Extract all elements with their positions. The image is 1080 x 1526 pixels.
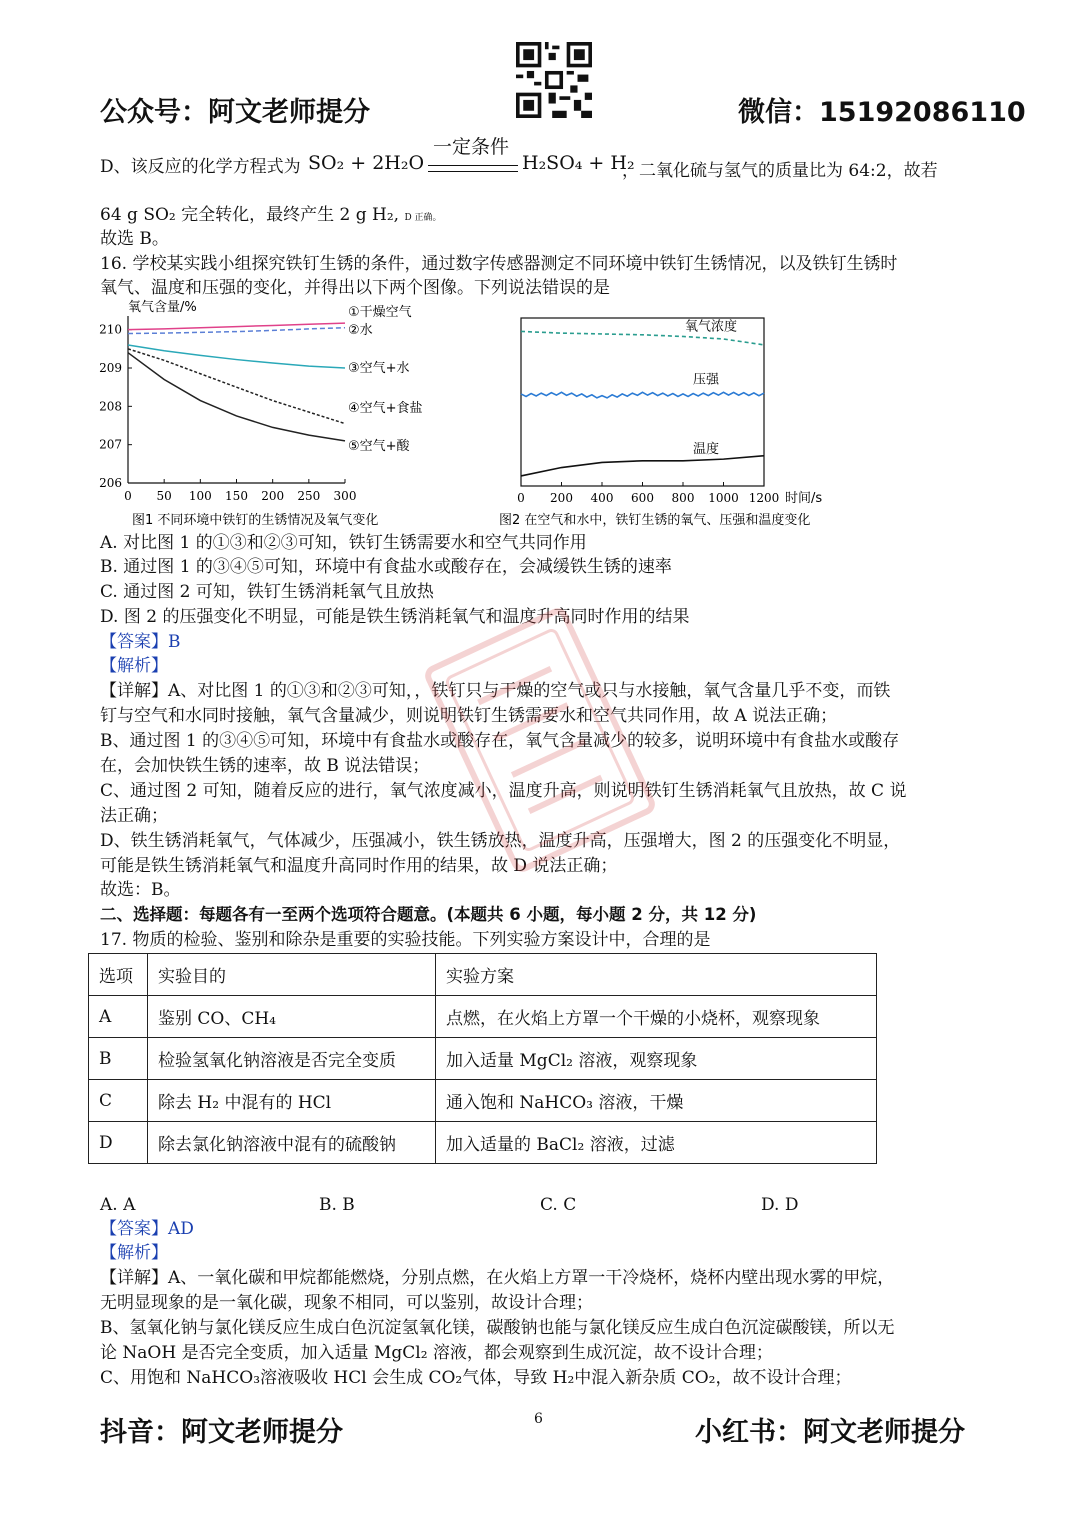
q16-detail-8: 可能是铁生锈消耗氧气和温度升高同时作用的结果，故 D 说法正确； [100,856,618,876]
table-row [89,1038,877,1080]
q16-detail-7: D、铁生锈消耗氧气，气体减少，压强减小，铁生锈放热，温度升高，压强增大，图 2 的压强变化不明显， [100,831,901,851]
fig1-ytick-label: 210 [99,322,122,337]
fig1-caption: 图1 不同环境中铁钉的生锈情况及氧气变化 [132,513,379,528]
fig1-xtick-label: 50 [156,489,172,503]
prev-line-2a: 64 g SO₂ 完全转化，最终产生 2 g H₂, [100,205,400,225]
fig2-caption: 图2 在空气和水中，铁钉生锈的氧气、压强和温度变化 [499,513,811,528]
q17-answer: 【答案】AD [100,1219,194,1239]
q16-option-b: B. 通过图 1 的③④⑤可知，环境中有食盐水或酸存在，会减缓铁生锈的速率 [100,557,672,577]
table-cell: B [89,1038,148,1080]
fig2-series-line [521,456,764,476]
q17-choice-b: B. B [319,1195,355,1215]
table-cell: D [89,1122,148,1164]
fig1-ylabel: 氧气含量/% [128,300,197,315]
q16-detail-9: 故选：B。 [100,880,181,900]
fig2-series-label: 压强 [693,372,720,388]
eq-arrow [428,165,518,172]
fig2-xtick-label: 200 [550,491,573,505]
page-number: 6 [534,1411,543,1427]
q16-detail-4: 在，会加快铁生锈的速率，故 B 说法错误； [100,756,430,776]
eq-right: H₂SO₄ + H₂ [522,152,635,174]
table-header-row [89,954,877,996]
table-cell: 检验氢氧化钠溶液是否完全变质 [148,1038,436,1080]
fig2-series-line [521,392,764,398]
fig1-xtick-label: 200 [261,489,285,503]
fig2-xtick-label: 800 [671,491,695,505]
fig2-xtick-label: 1200 [748,491,780,505]
q16-stem-1: 16. 学校某实践小组探究铁钉生锈的条件，通过数字传感器测定不同环境中铁钉生锈情况，以及铁钉生锈时 [100,254,898,274]
fig1-xtick-label: 0 [124,489,132,503]
fig1-series-label: ⑤空气+酸 [348,439,410,454]
table-row [89,1122,877,1164]
q17-stem: 17. 物质的检验、鉴别和除杂是重要的实验技能。下列实验方案设计中，合理的是 [100,930,711,950]
q16-detail-2: 钉与空气和水同时接触，氧气含量减少，则说明铁钉生锈需要水和空气共同作用，故 A 说法正确； [100,706,838,726]
table-cell: A [89,996,148,1038]
table-cell: 除去 H₂ 中混有的 HCl [148,1080,436,1122]
table-row [89,996,877,1038]
fig1-xtick-label: 250 [297,489,321,503]
q16-detail-5: C、通过图 2 可知，随着反应的进行，氧气浓度减小，温度升高，则说明铁钉生锈消耗氧气且放热，故 C 说 [100,781,907,801]
table-header: 实验目的 [148,954,436,996]
q17-detail-2: 无明显现象的是一氧化碳，现象不相同，可以鉴别，故设计合理； [100,1293,593,1313]
fig2-series-label: 温度 [693,441,720,457]
fig1-series-label: ③空气+水 [348,361,410,376]
prev-line-2 [100,204,442,229]
prev-line-3: 故选 B。 [100,229,169,249]
eq-tail: ，二氧化硫与氢气的质量比为 64:2，故若 [622,161,938,181]
q17-choice-a: A. A [100,1195,136,1215]
fig2-xtick-label: 600 [631,491,654,505]
q16-option-d: D. 图 2 的压强变化不明显，可能是铁生锈消耗氧气和温度升高同时作用的结果 [100,607,690,627]
fig1-series-label: ②水 [348,323,373,338]
table-row [89,1080,877,1122]
fig1-ytick-label: 209 [99,361,122,375]
q17-choice-d: D. D [761,1195,799,1215]
table-cell: 点燃，在火焰上方罩一个干燥的小烧杯，观察现象 [436,996,877,1038]
fig2-xlabel: 时间/s [785,491,823,506]
figure-2 [495,298,865,530]
fig1-ytick-label: 207 [99,437,122,452]
q16-detail-6: 法正确； [100,806,168,826]
footer-right: 小红书：阿文老师提分 [695,1417,965,1448]
fig1-xtick-label: 100 [188,489,212,503]
q17-detail-5: C、用饱和 NaHCO₃溶液吸收 HCl 会生成 CO₂气体，导致 H₂中混入新杂质 CO₂，故不设计合理； [100,1368,852,1388]
q17-table [88,953,877,1164]
q17-detail-4: 论 NaOH 是否完全变质，加入适量 MgCl₂ 溶液，都会观察到生成沉淀，故不设计合理； [100,1343,773,1363]
fig1-series-label: ①干燥空气 [348,305,412,320]
q16-analysis: 【解析】 [100,656,168,676]
qr-code [516,42,592,118]
figure-1 [90,298,470,530]
fig2-xtick-label: 0 [517,491,525,505]
fig1-xtick-label: 150 [225,489,248,503]
fig1-ytick-label: 206 [99,476,122,490]
eq-condition: 一定条件 [433,136,510,158]
fig1-series-line [128,345,345,368]
table-cell: 鉴别 CO、CH₄ [148,996,436,1038]
table-cell: C [89,1080,148,1122]
q16-detail-1: 【详解】A、对比图 1 的①③和②③可知，，铁钉只与干燥的空气或只与水接触，氧气含量几乎不变，而铁 [100,681,891,701]
table-cell: 加入适量 MgCl₂ 溶液，观察现象 [436,1038,877,1080]
q16-option-c: C. 通过图 2 可知，铁钉生锈消耗氧气且放热 [100,582,434,602]
q17-detail-3: B、氢氧化钠与氯化镁反应生成白色沉淀氢氧化镁，碳酸钠也能与氯化镁反应生成白色沉淀碳酸镁，所以无 [100,1318,895,1338]
q16-option-a: A. 对比图 1 的①③和②③可知，铁钉生锈需要水和空气共同作用 [100,533,587,553]
fig2-series-label: 氧气浓度 [685,319,738,335]
header-right: 微信：15192086110 [738,97,1026,128]
watermark-stamp [410,590,670,890]
q16-stem-2: 氧气、温度和压强的变化，并得出以下两个图像。下列说法错误的是 [100,278,610,298]
eq-label: D、该反应的化学方程式为 [100,157,301,177]
section-2-title: 二、选择题：每题各有一至两个选项符合题意。(本题共 6 小题，每小题 2 分，共 12 分) [100,905,757,924]
q16-detail-3: B、通过图 1 的③④⑤可知，环境中有食盐水或酸存在，氧气含量减少的较多，说明环境中有食盐水或酸存 [100,731,900,751]
q16-answer: 【答案】B [100,632,181,652]
fig2-xtick-label: 1000 [708,491,739,505]
table-header: 实验方案 [436,954,877,996]
eq-left: SO₂ + 2H₂O [308,152,425,174]
table-cell: 加入适量的 BaCl₂ 溶液，过滤 [436,1122,877,1164]
header-left: 公众号：阿文老师提分 [100,97,370,128]
fig2-xtick-label: 400 [590,491,614,505]
fig1-ytick-label: 208 [99,399,122,414]
prev-line-2b: D 正确。 [404,213,442,223]
fig1-xtick-label: 300 [333,489,357,503]
table-cell: 除去氯化钠溶液中混有的硫酸钠 [148,1122,436,1164]
q17-choice-c: C. C [540,1195,577,1215]
fig1-series-label: ④空气+食盐 [348,401,423,416]
q17-detail-1: 【详解】A、一氧化碳和甲烷都能燃烧，分别点燃，在火焰上方罩一干冷烧杯，烧杯内壁出现水雾的甲烷， [100,1268,895,1288]
table-cell: 通入饱和 NaHCO₃ 溶液，干燥 [436,1080,877,1122]
table-header: 选项 [89,954,148,996]
footer-left: 抖音：阿文老师提分 [100,1417,343,1448]
equation-line [100,156,301,178]
q17-analysis: 【解析】 [100,1243,168,1263]
